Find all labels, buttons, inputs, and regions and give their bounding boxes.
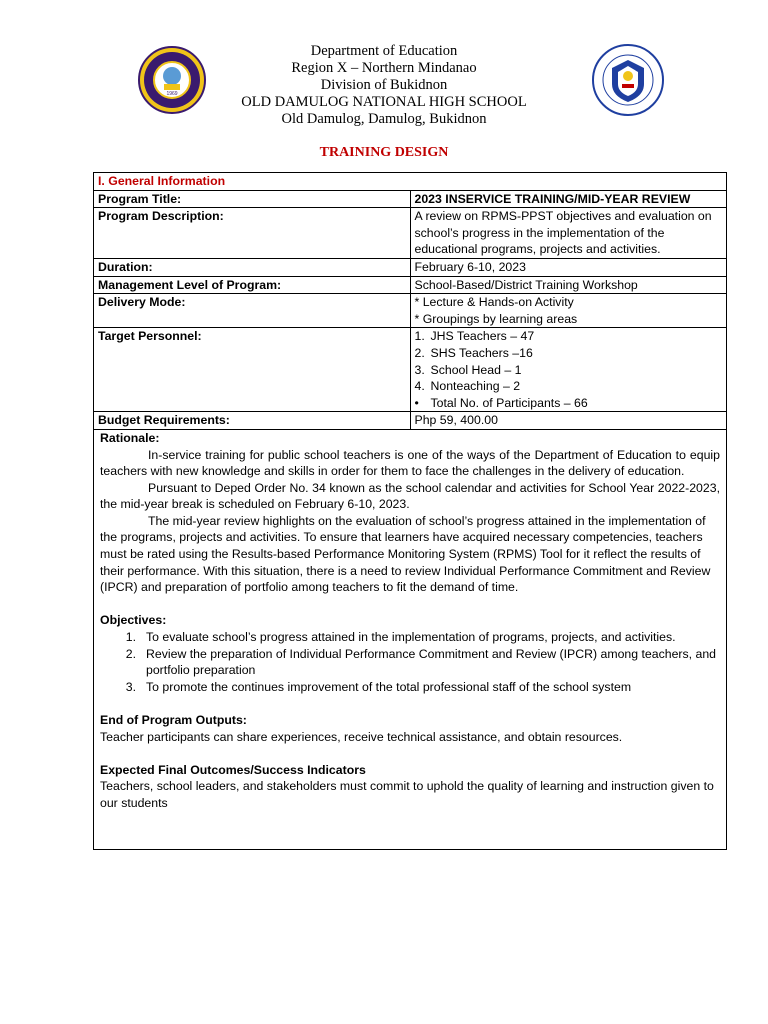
row-value: School-Based/District Training Workshop [410,276,726,294]
letterhead [0,43,768,128]
delivery-mode-item: * Groupings by learning areas [414,311,578,326]
narrative-section [94,430,726,812]
outputs-heading: End of Program Outputs: [100,713,247,727]
outputs-text: Teacher participants can share experiences, receive technical assistance, and obtain resources. [100,729,623,744]
seal-year: 1969 [166,91,178,97]
header-division: Division of Bukidnon [320,77,448,93]
list-item: 1. To evaluate school’s progress attained in the implementation of programs, projects, and activities. [125,630,676,645]
section-header-row [94,173,726,190]
table-row [94,294,726,328]
outcomes-text: Teachers, school leaders, and stakeholders must commit to uphold the quality of learning and instruction given to our students [100,779,714,810]
objectives-heading: Objectives: [100,613,167,628]
row-value: Php 59, 400.00 [410,412,726,430]
row-key: Program Title: [94,190,410,208]
table-row [94,328,726,412]
header-address: Old Damulog, Damulog, Bukidnon [281,111,487,127]
objectives-list [100,629,720,695]
list-item: 1. JHS Teachers – 47 [414,329,535,344]
training-design-box [93,172,727,850]
list-item: 3. School Head – 1 [414,362,522,377]
header-department: Department of Education [310,43,458,59]
list-item: 2. SHS Teachers –16 [414,345,533,360]
row-value: 2023 INSERVICE TRAINING/MID-YEAR REVIEW [410,190,726,208]
personnel-list [415,328,723,411]
row-key: Budget Requirements: [94,412,410,430]
list-item: 3. To promote the continues improvement of the total professional staff of the school system [125,679,632,694]
list-item: • Total No. of Participants – 66 [414,395,588,410]
table-row [94,258,726,276]
header-region: Region X – Northern Mindanao [291,60,477,76]
row-value [410,328,726,412]
rationale-paragraph: In-service training for public school teachers is one of the ways of the Department of Education to equip teachers with new knowledge and skills in order for them to face the challenges in the delivery of education. [100,447,720,479]
list-item: 4. Nonteaching – 2 [414,379,521,394]
row-value: A review on RPMS-PPST objectives and evaluation on school’s progress in the implementation of the educational programs, projects and activities. [410,208,726,259]
header-school-name: OLD DAMULOG NATIONAL HIGH SCHOOL [241,94,527,110]
table-row [94,208,726,259]
row-value [410,294,726,328]
outcomes-heading: Expected Final Outcomes/Success Indicators [100,762,366,777]
row-key: Delivery Mode: [94,294,410,328]
delivery-mode-item: * Lecture & Hands-on Activity [414,295,574,310]
rationale-heading: Rationale: [100,430,160,445]
list-item: 2. Review the preparation of Individual Performance Commitment and Review (IPCR) among teachers, and portfolio preparation [125,646,717,678]
table-row [94,412,726,430]
row-key: Target Personnel: [94,328,410,412]
section-title: I. General Information [94,173,726,190]
rationale-paragraph: The mid-year review highlights on the evaluation of school’s progress attained in the implementation of the programs, projects and activities. To ensure that learners have acquired necessary competencies, teachers must be rated using the Results-based Performance Monitoring System (RPMS) Tool for it reflect the results of their performance. With this situation, there is a need to review Individual Performance Commitment and Review (IPCR) and preparation of portfolio among teachers to fit the demand of time. [100,513,711,595]
row-key: Program Description: [94,208,410,259]
row-value: February 6-10, 2023 [410,258,726,276]
row-key: Management Level of Program: [94,276,410,294]
document-title: TRAINING DESIGN [319,145,449,160]
table-row [94,276,726,294]
row-key: Duration: [94,258,410,276]
general-info-table [94,173,726,430]
rationale-paragraph: Pursuant to Deped Order No. 34 known as the school calendar and activities for School Year 2022-2023, the mid-year break is scheduled on February 6-10, 2023. [100,480,720,512]
table-row [94,190,726,208]
